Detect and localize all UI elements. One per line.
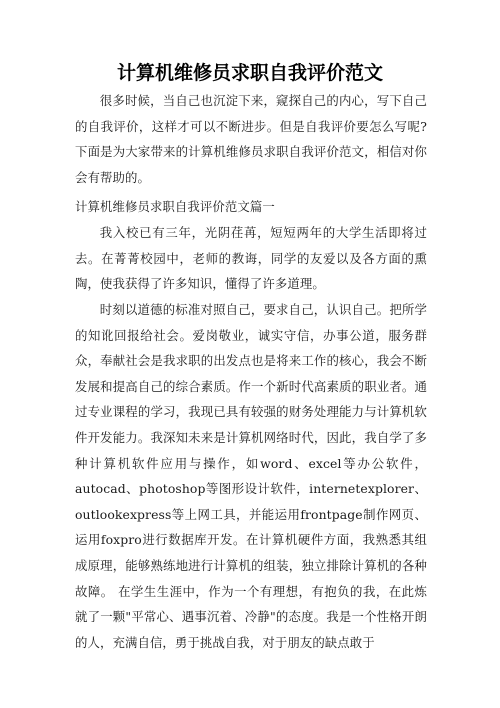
document-title: 计算机维修员求职自我评价范文 [116,62,383,84]
section-heading: 计算机维修员求职自我评价范文篇一 [75,199,275,214]
intro-paragraph: 很多时候，当自己也沉淀下来，窥探自己的内心，写下自己的自我评价，这样才可以不断进步。但是自我评价要怎么写呢?下面是为大家带来的计算机维修员求职自我评价范文，相信对你会有帮助的。 [75,93,427,185]
body-paragraph-2: 时刻以道德的标准对照自己，要求自己，认识自己。把所学的知讹回报给社会。爱岗敬业，诚实守信，办事公道，服务群众，奉献社会是我求职的出发点也是将来工作的核心，我会不断发展和提高自己的综合素质。作一个新时代高素质的职业者。通过专业课程的学习，我现已具有较强的财务处理能力与计算机软件开发能力。我深知未来是计算机网络时代，因此，我自学了多种计算机软件应用与操作，如word、excel等办公软件，autocad、photoshop等图形设计软件，internetexplorer、outlookexpress等上网工具，并能运用frontpage制作网页、运用foxpro进行数据库开发。在计算机硬件方面，我熟悉其组成原理，能够熟练地进行计算机的组装，独立排除计算机的各种故障。 在学生生涯中，作为一个有理想，有抱负的我，在此炼就了一颗"平常心、遇事沉着、冷静"的态度。我是一个性格开朗的人，充满自信，勇于挑战自我，对于朋友的缺点敢于 [75,302,427,650]
body-paragraph-1: 我入校已有三年，光阴荏苒，短短两年的大学生活即将过去。在菁菁校园中，老师的教诲，同学的友爱以及各方面的熏陶，使我获得了许多知识，懂得了许多道理。 [75,225,427,292]
